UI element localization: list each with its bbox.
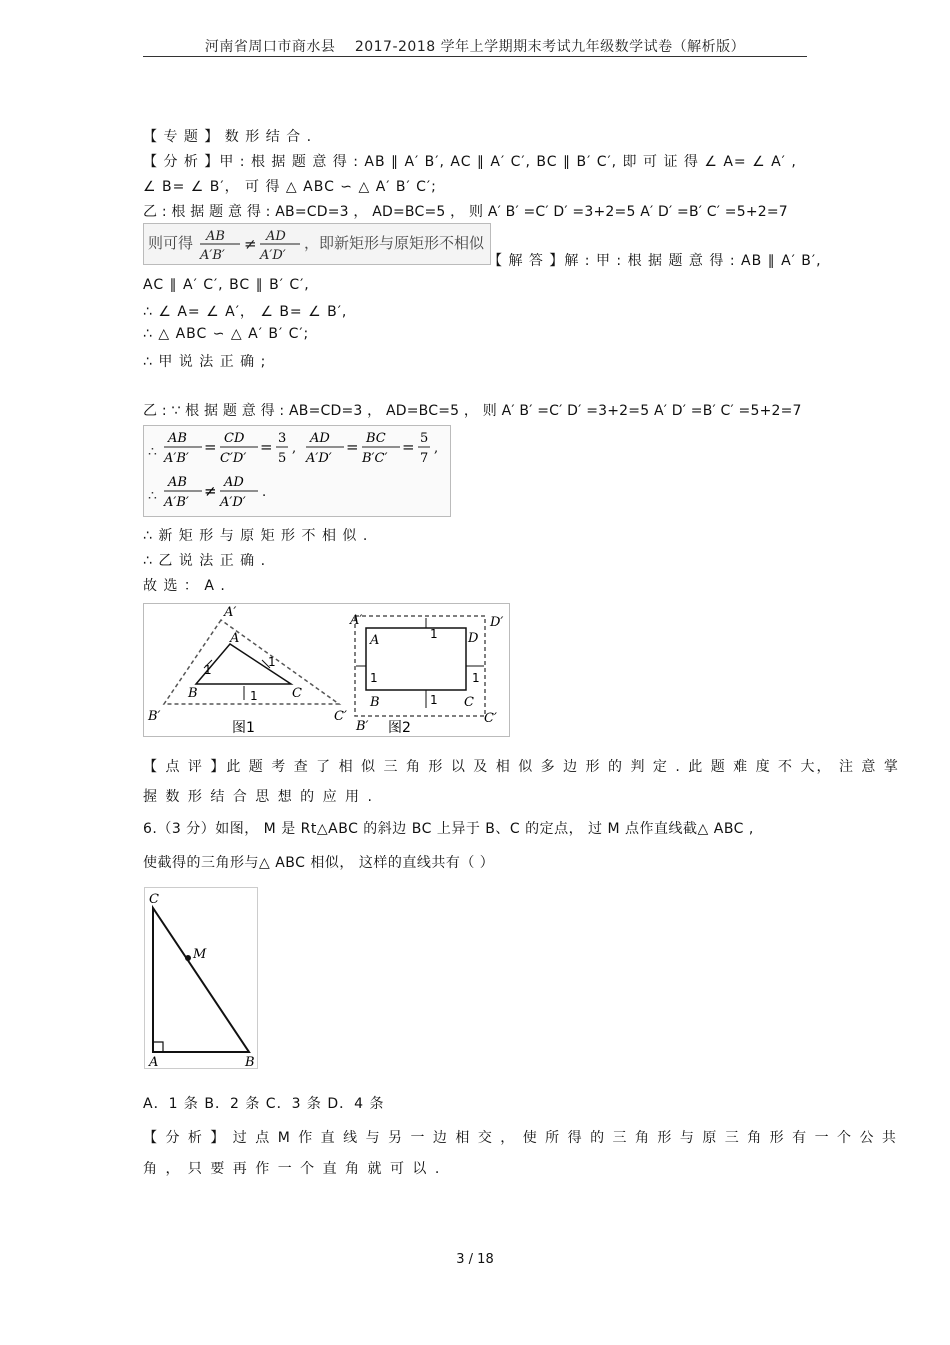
solution-line-1: 【 解 答 】解 : 甲 : 根 据 题 意 得 : AB ∥ A′ B′, <box>488 253 822 269</box>
question6-figure <box>144 887 258 1069</box>
formula1-num1: AB <box>206 229 225 244</box>
question6-analysis-1: 【 分 析 】 过 点 M 作 直 线 与 另 一 边 相 交 ， 使 所 得 的 三 角 形 与 原 三 角 形 有 一 个 公 共 <box>143 1130 898 1146</box>
frac7-den: A′B′ <box>164 495 189 510</box>
label-B: B <box>188 686 198 701</box>
label-B-prime: B′ <box>356 719 369 734</box>
solution-line-5: ∴ 甲 说 法 正 确 ; <box>143 354 267 370</box>
label-C-prime: C′ <box>334 709 347 724</box>
not-equal: ≠ <box>204 482 217 500</box>
dist-label: 1 <box>370 671 378 685</box>
figure-2-caption: 图2 <box>388 720 411 736</box>
formula1-suffix: ，即新矩形与原矩形不相似 <box>304 234 485 252</box>
equals: = <box>260 438 273 456</box>
answer-line: 故 选 ： A . <box>143 578 226 594</box>
equals: = <box>402 438 415 456</box>
label-A: A <box>370 633 380 648</box>
dist-label: 1 <box>268 655 276 669</box>
analysis-line-2: ∠ B= ∠ B′， 可 得 △ ABC ∽ △ A′ B′ C′; <box>143 179 437 195</box>
question6-line-1: 6.（3 分）如图， M 是 Rt△ABC 的斜边 BC 上异于 B、C 的定点， 过 M 点作直线截△ ABC , <box>143 821 754 837</box>
label-A-prime: A′ <box>224 605 237 620</box>
frac4-den: A′D′ <box>306 451 332 466</box>
header-rule <box>143 56 807 57</box>
solution-line-4: ∴ △ ABC ∽ △ A′ B′ C′; <box>143 326 310 342</box>
label-B: B <box>245 1055 255 1068</box>
frac7-num: AB <box>168 475 187 490</box>
therefore-symbol: ∴ <box>148 488 157 504</box>
point-M <box>185 955 191 961</box>
conclusion-line-1: ∴ 新 矩 形 与 原 矩 形 不 相 似 . <box>143 528 369 544</box>
label-C-prime: C′ <box>484 711 497 726</box>
solution-line-3: ∴ ∠ A= ∠ A′， ∠ B= ∠ B′, <box>143 304 348 320</box>
frac8-den: A′D′ <box>220 495 246 510</box>
question6-analysis-2: 角 ， 只 要 再 作 一 个 直 角 就 可 以 . <box>143 1161 442 1177</box>
conclusion-line-2: ∴ 乙 说 法 正 确 . <box>143 553 267 569</box>
solution-line-2: AC ∥ A′ C′, BC ∥ B′ C′, <box>143 277 310 293</box>
equals: = <box>346 438 359 456</box>
comment-line-1: 【 点 评 】此 题 考 查 了 相 似 三 角 形 以 及 相 似 多 边 形 的 判 定 . 此 题 难 度 不 大， 注 意 掌 <box>143 759 900 775</box>
right-triangle <box>153 908 249 1052</box>
frac2-num: CD <box>224 431 245 446</box>
formula1-num2: AD <box>266 229 286 244</box>
page-header: 河南省周口市商水县 2017-2018 学年上学期期末考试九年级数学试卷（解析版） <box>204 39 746 55</box>
formula1-den2: A′D′ <box>260 248 286 263</box>
formula1-den1: A′B′ <box>200 248 225 263</box>
frac3-den: 5 <box>278 451 287 466</box>
label-A: A <box>149 1055 159 1068</box>
dist-label: 1 <box>204 663 212 677</box>
frac4-num: AD <box>310 431 330 446</box>
label-A-prime: A′ <box>350 613 363 628</box>
formula-image-2 <box>143 425 451 517</box>
figure-1-2 <box>143 603 510 737</box>
page-number: 3 / 18 <box>456 1252 494 1267</box>
frac3-num: 3 <box>278 431 287 446</box>
right-angle-mark <box>153 1042 163 1052</box>
formula1-prefix: 则可得 <box>148 234 194 252</box>
formula-image-1 <box>143 223 491 265</box>
formula1-neq: ≠ <box>244 235 257 253</box>
analysis-line-3: 乙 : 根 据 题 意 得 : AB=CD=3 ， AD=BC=5 ， 则 A′ B′ =C′ D′ =3+2=5 A′ D′ =B′ C′ =5+2=7 <box>143 204 788 220</box>
label-B-prime: B′ <box>148 709 161 724</box>
figure-1-caption: 图1 <box>232 720 255 736</box>
label-M: M <box>193 947 207 962</box>
label-A: A <box>230 631 240 646</box>
analysis-line-1: 【 分 析 】甲 : 根 据 题 意 得 : AB ∥ A′ B′, AC ∥ A′ C′, BC ∥ B′ C′, 即 可 证 得 ∠ A= ∠ A′ , <box>143 154 797 170</box>
label-C: C <box>464 695 474 710</box>
frac1-den: A′B′ <box>164 451 189 466</box>
solution-line-6: 乙 : ∵ 根 据 题 意 得 : AB=CD=3 ， AD=BC=5 ， 则 A′ B′ =C′ D′ =3+2=5 A′ D′ =B′ C′ =5+2=7 <box>143 403 802 419</box>
question6-options: A．1 条 B．2 条 C．3 条 D．4 条 <box>143 1096 385 1112</box>
svg-text:.: . <box>262 485 267 500</box>
label-D-prime: D′ <box>490 615 504 630</box>
label-B: B <box>370 695 380 710</box>
frac6-den: 7 <box>420 451 429 466</box>
label-D: D <box>468 631 479 646</box>
dist-label: 1 <box>250 689 258 703</box>
svg-text:,: , <box>292 441 297 456</box>
label-C: C <box>292 686 302 701</box>
equals: = <box>204 438 217 456</box>
frac2-den: C′D′ <box>220 451 247 466</box>
label-C: C <box>149 892 159 907</box>
therefore-symbol: ∴ <box>148 444 157 460</box>
inner-rectangle <box>366 628 466 690</box>
comment-line-2: 握 数 形 结 合 思 想 的 应 用 . <box>143 789 374 805</box>
frac6-num: 5 <box>420 431 429 446</box>
dist-label: 1 <box>430 693 438 707</box>
frac5-num: BC <box>366 431 386 446</box>
frac1-num: AB <box>168 431 187 446</box>
svg-text:,: , <box>434 441 439 456</box>
frac5-den: B′C′ <box>362 451 388 466</box>
dist-label: 1 <box>472 671 480 685</box>
topic-line: 【 专 题 】 数 形 结 合 . <box>143 129 313 145</box>
frac8-num: AD <box>224 475 244 490</box>
question6-line-2: 使截得的三角形与△ ABC 相似， 这样的直线共有（ ） <box>143 855 495 871</box>
dist-label: 1 <box>430 627 438 641</box>
